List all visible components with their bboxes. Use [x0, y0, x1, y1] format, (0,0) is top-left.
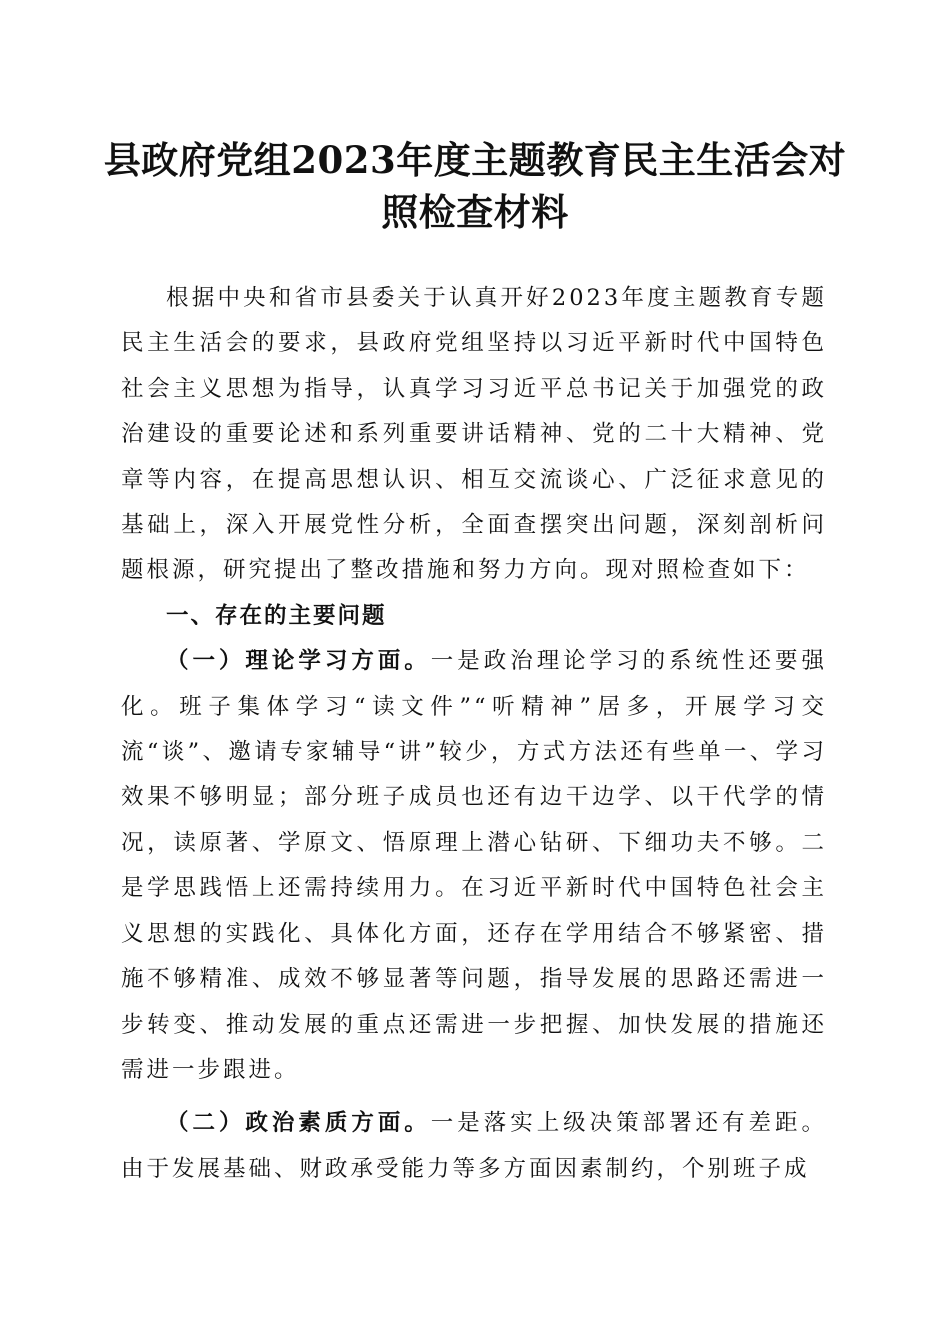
paragraph-political-quality [121, 1101, 827, 1192]
subheading-theory-study: （一）理论学习方面。 [166, 648, 431, 675]
subheading-political-quality: （二）政治素质方面。 [166, 1110, 431, 1137]
text-theory-study: 一是政治理论学习的系统性还要强化。班子集体学习“读文件”“听精神”居多，开展学习交流“谈”、邀请专家辅导“讲”较少，方式方法还有些单一、学习效果不够明显；部分班子成员也还有边干边学、以干代学的情况，读原著、学原文、悟原理上潜心钻研、下细功夫不够。二是学思践悟上还需持续用力。在习近平新时代中国特色社会主义思想的实践化、具体化方面，还存在学用结合不够紧密、措施不够精准、成效不够显著等问题，指导发展的思路还需进一步转变、推动发展的重点还需进一步把握、加快发展的措施还需进一步跟进。 [121, 648, 827, 1083]
document-body [121, 276, 827, 1192]
paragraph-theory-study [121, 639, 827, 1093]
intro-paragraph: 根据中央和省市县委关于认真开好2023年度主题教育专题民主生活会的要求，县政府党组坚持以习近平新时代中国特色社会主义思想为指导，认真学习习近平总书记关于加强党的政治建设的重要论述和系列重要讲话精神、党的二十大精神、党章等内容，在提高思想认识、相互交流谈心、广泛征求意见的基础上，深入开展党性分析，全面查摆突出问题，深刻剖析问题根源，研究提出了整改措施和努力方向。现对照检查如下： [121, 285, 827, 584]
text-political-quality: 一是落实上级决策部署还有差距。由于发展基础、财政承受能力等多方面因素制约，个别班子成 [121, 1110, 827, 1182]
section-heading-problems: 一、存在的主要问题 [166, 602, 387, 629]
document-title: 县政府党组2023年度主题教育民主生活会对照检查材料 [103, 138, 847, 234]
